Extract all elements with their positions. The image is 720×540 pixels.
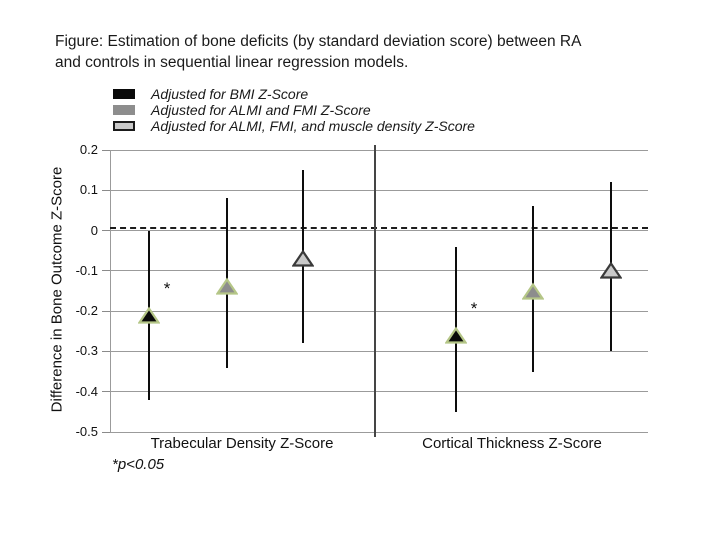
chart-legend xyxy=(113,86,475,134)
gridline xyxy=(110,351,648,352)
y-axis-tick xyxy=(102,150,110,151)
x-category-label-trabecular: Trabecular Density Z-Score xyxy=(150,435,334,452)
y-axis-tick xyxy=(102,432,110,433)
zero-reference-line xyxy=(110,227,648,229)
y-axis-tick-label: 0.2 xyxy=(79,142,98,157)
x-category-label-cortical: Cortical Thickness Z-Score xyxy=(422,435,602,452)
gridline xyxy=(110,311,648,312)
legend-item xyxy=(113,118,475,134)
y-axis-tick-label: -0.3 xyxy=(75,343,98,359)
y-axis-tick xyxy=(102,190,110,191)
y-axis-tick xyxy=(102,230,110,231)
significance-footnote: *p<0.05 xyxy=(112,456,165,473)
y-axis-line xyxy=(110,150,111,433)
triangle-marker xyxy=(445,326,467,345)
y-axis-tick-label: 0.1 xyxy=(79,182,98,198)
gridline xyxy=(110,150,648,151)
gridline xyxy=(110,190,648,191)
y-axis-tick xyxy=(102,311,110,312)
legend-label: Adjusted for BMI Z-Score xyxy=(151,86,309,102)
figure-title-line1: Figure: Estimation of bone deficits (by standard deviation score) between RA xyxy=(55,33,582,50)
y-axis-tick xyxy=(102,391,110,392)
legend-item xyxy=(113,86,475,102)
gridline xyxy=(110,391,648,392)
y-axis-tick-label: -0.2 xyxy=(75,303,98,319)
gridline xyxy=(110,230,648,231)
legend-swatch xyxy=(113,105,135,115)
panel-divider-line xyxy=(374,145,376,437)
legend-item xyxy=(113,102,475,118)
figure-title-line2: and controls in sequential linear regression models. xyxy=(55,54,409,72)
triangle-marker xyxy=(600,261,622,280)
legend-label: Adjusted for ALMI and FMI Z-Score xyxy=(151,102,371,118)
triangle-marker xyxy=(522,282,544,301)
y-axis-tick-label: -0.1 xyxy=(75,262,98,278)
y-axis-tick-label: -0.5 xyxy=(75,424,98,439)
significance-asterisk: * xyxy=(470,299,478,319)
triangle-marker xyxy=(216,277,238,296)
gridline xyxy=(110,432,648,433)
y-axis-tick xyxy=(102,351,110,352)
legend-label: Adjusted for ALMI, FMI, and muscle density Z-Score xyxy=(151,118,475,134)
triangle-marker xyxy=(138,306,160,325)
y-axis-title: Difference in Bone Outcome Z-Score xyxy=(48,166,66,413)
figure-title xyxy=(55,31,700,74)
legend-swatch xyxy=(113,121,135,131)
y-axis-tick xyxy=(102,270,110,271)
y-axis-tick-label: -0.4 xyxy=(75,383,98,399)
significance-asterisk: * xyxy=(163,279,171,299)
legend-swatch xyxy=(113,89,135,99)
gridline xyxy=(110,270,648,271)
y-axis-tick-label: 0 xyxy=(90,222,98,238)
triangle-marker xyxy=(292,249,314,268)
